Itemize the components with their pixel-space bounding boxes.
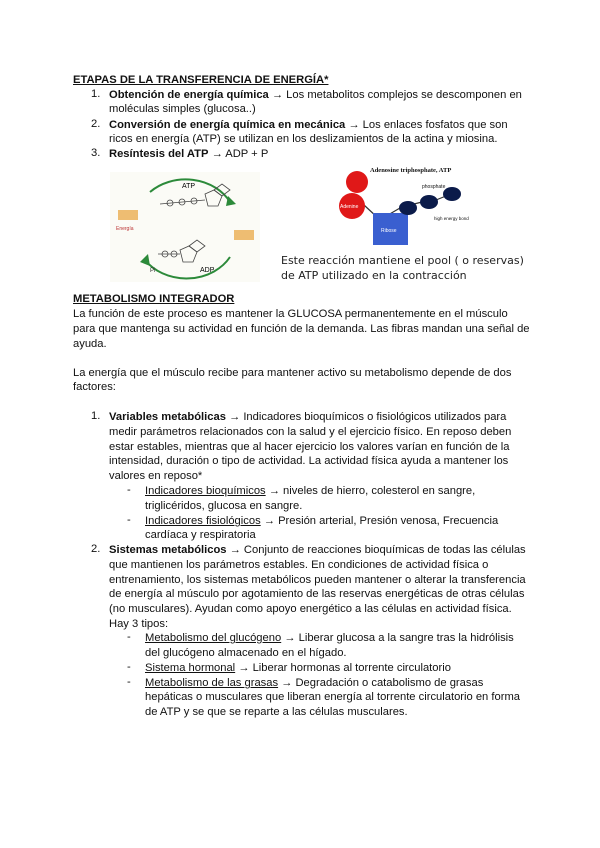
sub-item-text-continued: cardíaca y respiratoria <box>145 529 256 541</box>
adp-label: ADP <box>200 267 215 274</box>
sub-list-item <box>145 514 498 529</box>
item-text-continued: ricos en energía (ATP) se utilizan en los deslizamientos de la actina y miosina. <box>109 133 498 145</box>
sub-list-item <box>145 661 451 676</box>
paragraph-line: factores: <box>73 381 116 393</box>
bond-label: high energy bond <box>434 216 469 221</box>
section-title-integrative-metabolism: METABOLISMO INTEGRADOR <box>73 293 235 305</box>
list-number: 3. <box>91 147 101 159</box>
list-number: 2. <box>91 118 101 130</box>
phosphate-3 <box>443 187 461 201</box>
sub-item-text-continued: de ATP y se que se reparte a las células musculares. <box>145 706 408 718</box>
sub-item-text-continued: triglicéridos, glucosa en sangre. <box>145 500 303 512</box>
paragraph-line: La función de este proceso es mantener la GLUCOSA permanentemente en el músculo <box>73 308 508 320</box>
sub-item-text: → Liberar hormonas al torrente circulatorio <box>235 662 451 674</box>
item-term: Resíntesis del ATP <box>109 148 209 160</box>
figure-caption-line2: de ATP utilizado en la contracción <box>281 269 467 282</box>
sub-item-text: → Presión arterial, Presión venosa, Frecuencia <box>260 515 499 527</box>
list-item <box>109 410 506 425</box>
sub-item-term: Metabolismo de las grasas <box>145 677 279 689</box>
energy-label: Energía <box>116 226 134 232</box>
item-text-continued: (no musculares). Ayudan como apoyo energético a las células en actividad física. <box>109 603 512 615</box>
sub-bullet: - <box>127 631 131 643</box>
list-item <box>109 543 526 558</box>
sub-item-text: → Degradación o catabolismo de grasas <box>278 677 484 689</box>
sub-item-text-continued: del glucógeno almacenado en el hígado. <box>145 647 347 659</box>
list-number: 1. <box>91 410 101 422</box>
item-text: → Indicadores bioquímicos o fisiológicos utilizados para <box>225 411 507 423</box>
item-text-continued: intensidad, duración o tipo de actividad. La actividad física ayuda a mantener los <box>109 455 509 467</box>
atp-label: ATP <box>182 183 196 190</box>
sub-item-term: Indicadores fisiológicos <box>145 515 261 527</box>
pi-label: Pi <box>150 268 156 274</box>
item-text: → ADP + P <box>208 148 269 160</box>
figure-caption-line1: Este reacción mantiene el pool ( o reservas) <box>281 254 524 267</box>
sub-list-item <box>145 484 475 499</box>
item-term: Conversión de energía química en mecánica <box>109 119 346 131</box>
adenine-circle-top <box>346 171 368 193</box>
paragraph-line: ayuda. <box>73 338 107 350</box>
item-text-continued: que mantienen los parámetros estables. En condiciones de actividad física o <box>109 559 489 571</box>
item-text-continued: de energía al músculo por agotamiento de las reservas energéticas de otras células <box>109 588 525 600</box>
item-text-continued: Hay 3 tipos: <box>109 618 169 630</box>
list-item <box>109 88 522 103</box>
sub-bullet: - <box>127 484 131 496</box>
atp-cycle-figure <box>110 172 260 282</box>
item-text-continued: estar estables, mientras que al hacer ejercicio los valores varían en función de la <box>109 441 510 453</box>
item-text-continued: medir parámetros relacionados con la salud y el ejercicio físico. En reposo deben <box>109 426 512 438</box>
adenine-label: Adenine <box>340 204 359 210</box>
list-item <box>109 147 268 162</box>
sub-item-text-continued: hepáticas o musculares que liberan energía al torrente circulatorio en forma <box>145 691 520 703</box>
item-term: Obtención de energía química <box>109 89 269 101</box>
paragraph-line: para que mantenga su actividad en función de la demanda. Las fibras mandan una señal de <box>73 323 530 335</box>
list-number: 2. <box>91 543 101 555</box>
item-text: → Los enlaces fosfatos que son <box>345 119 508 131</box>
sub-item-term: Metabolismo del glucógeno <box>145 632 282 644</box>
ribose-label: Ribose <box>381 228 397 234</box>
sub-bullet: - <box>127 514 131 526</box>
sub-bullet: - <box>127 676 131 688</box>
list-number: 1. <box>91 88 101 100</box>
item-text-continued: valores en reposo* <box>109 470 203 482</box>
sub-list-item <box>145 676 483 691</box>
item-term: Variables metabólicas <box>109 411 226 423</box>
energy-box-right <box>234 230 254 240</box>
item-text: → Conjunto de reacciones bioquímicas de todas las células <box>226 544 526 556</box>
atp-structure-figure <box>330 160 505 250</box>
item-term: Sistemas metabólicos <box>109 544 227 556</box>
atp-title-label: Adenosine triphosphate, ATP <box>370 167 452 174</box>
section-title-energy-transfer: ETAPAS DE LA TRANSFERENCIA DE ENERGÍA* <box>73 74 329 86</box>
item-text: → Los metabolitos complejos se descomponen en <box>268 89 522 101</box>
phosphate-label: phosphate <box>422 184 446 190</box>
sub-list-item <box>145 631 514 646</box>
paragraph-line: La energía que el músculo recibe para mantener activo su metabolismo depende de dos <box>73 367 512 379</box>
list-item <box>109 118 508 133</box>
energy-box-left <box>118 210 138 220</box>
phosphate-2 <box>420 195 438 209</box>
item-text-continued: entrenamiento, los sistemas metabólicos pueden mantener o alterar la transferencia <box>109 574 526 586</box>
sub-item-term: Sistema hormonal <box>145 662 236 674</box>
sub-bullet: - <box>127 661 131 673</box>
sub-item-term: Indicadores bioquímicos <box>145 485 266 497</box>
sub-item-text: → Liberar glucosa a la sangre tras la hidrólisis <box>281 632 514 644</box>
sub-item-text: → niveles de hierro, colesterol en sangre, <box>265 485 476 497</box>
phosphate-1 <box>399 201 417 215</box>
item-text-continued: moléculas simples (glucosa..) <box>109 103 256 115</box>
